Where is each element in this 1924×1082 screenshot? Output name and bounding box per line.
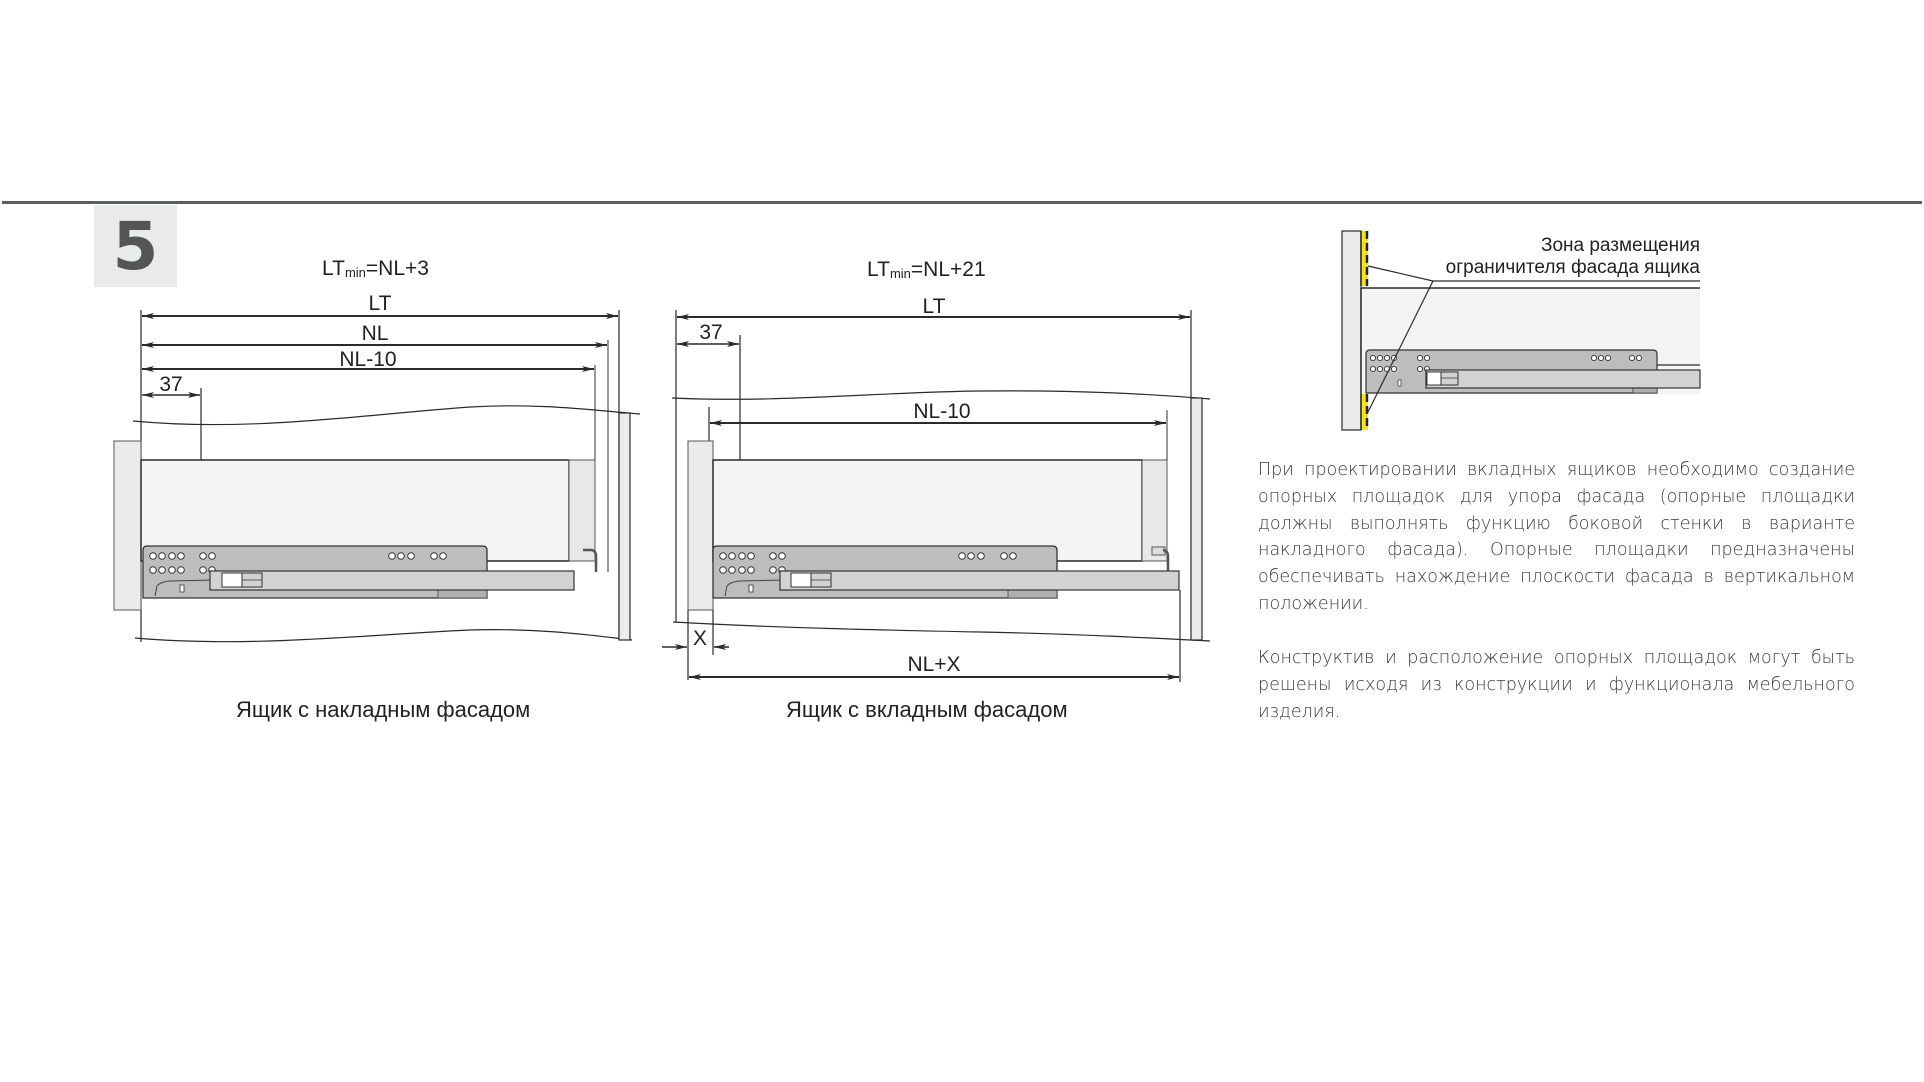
front-stop-zone-diagram <box>1342 231 1700 430</box>
dim-lt-left: LT <box>368 292 392 315</box>
dim-x-middle: X <box>692 627 708 650</box>
caption-overlay-drawer: Ящик с накладным фасадом <box>236 697 531 722</box>
dim-nl-left: NL <box>361 322 389 345</box>
inset-drawer-diagram <box>662 258 1210 682</box>
description-paragraph-1: При проектировании вкладных ящиков необходимо создание опорных площадок для упора фасада (опорные площадки должны выполнять функцию боковой стенки в варианте накладного фасада). Опорные площадки предназначены обеспечивать нахождение плоскости фасада в вертикальном положении. <box>1258 460 1855 614</box>
dim-nl10-middle: NL-10 <box>913 400 971 423</box>
dim-37-left: 37 <box>159 373 183 396</box>
formula-middle: LTmin=NL+21 <box>867 258 986 281</box>
dim-37-middle: 37 <box>699 321 723 344</box>
description-paragraph-2: Конструктив и расположение опорных площадок могут быть решены исходя из конструкции и функционала мебельного изделия. <box>1258 648 1855 722</box>
zone-label-line-2: ограничителя фасада ящика <box>1445 257 1700 278</box>
overlay-drawer-diagram <box>114 257 640 642</box>
stop-zone-bottom <box>1361 394 1368 430</box>
stop-zone-top <box>1361 231 1368 286</box>
caption-inset-drawer: Ящик с вкладным фасадом <box>786 697 1068 722</box>
dim-nlx-middle: NL+X <box>907 653 961 676</box>
dim-nl10-left: NL-10 <box>339 348 397 371</box>
step-number: 5 <box>112 208 159 285</box>
formula-left: LTmin=NL+3 <box>322 257 429 280</box>
dim-lt-middle: LT <box>922 295 946 318</box>
zone-label-line-1: Зона размещения <box>1540 235 1700 256</box>
